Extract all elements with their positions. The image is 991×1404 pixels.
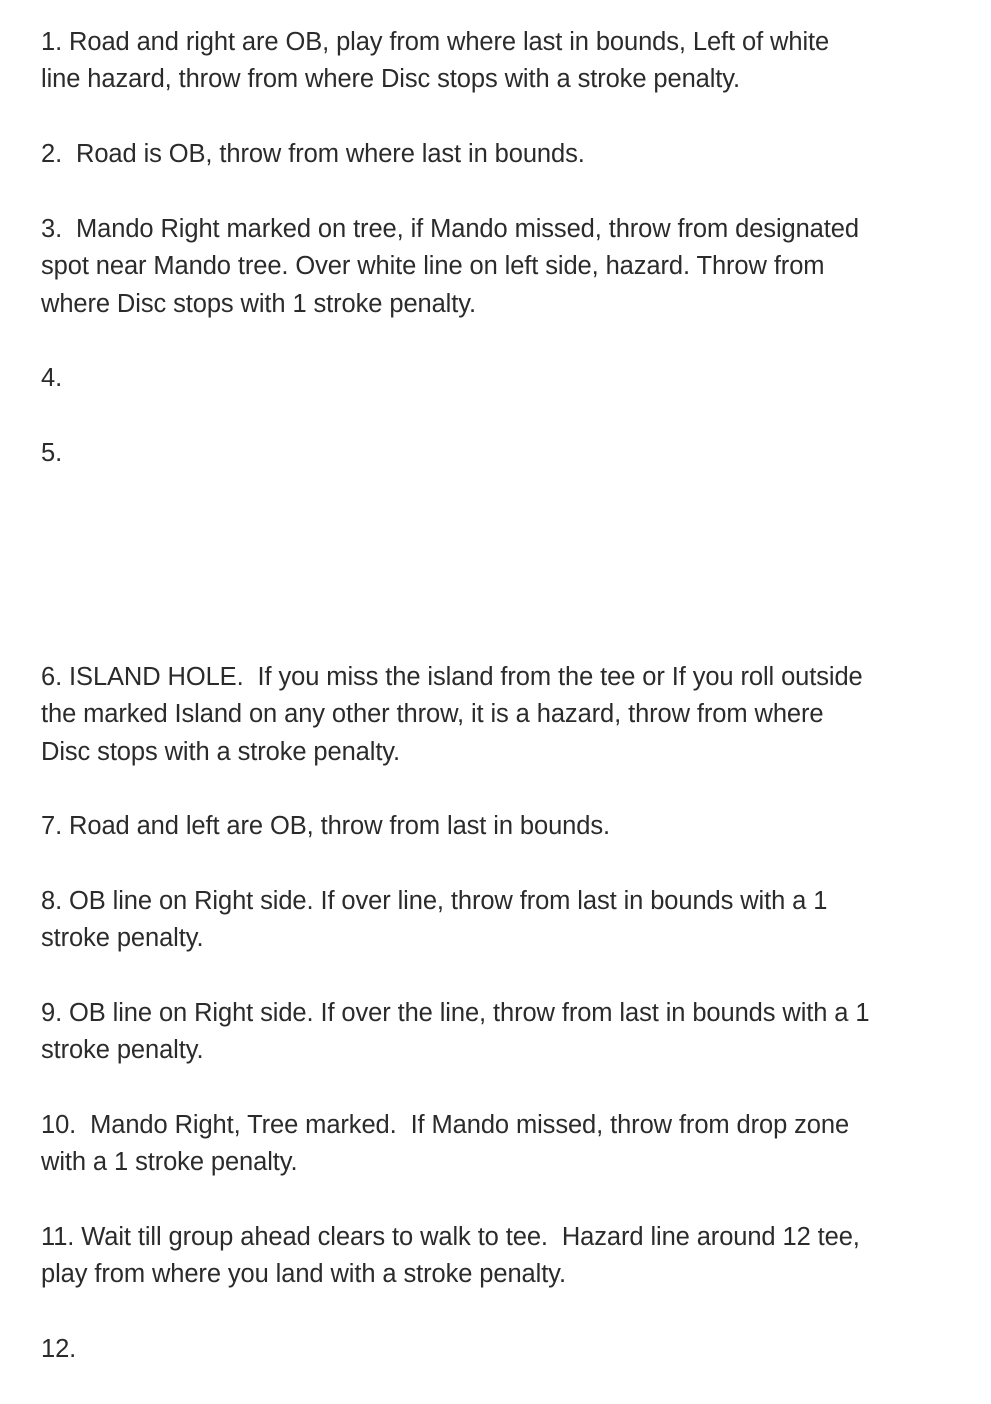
rule-3: 3. Mando Right marked on tree, if Mando missed, throw from designated spot near Mando tree. Over white line on left side, hazard. Throw from where Disc stops with 1 stroke penalty. xyxy=(41,215,859,318)
rule-12: 12. xyxy=(41,1335,77,1363)
rule-1: 1. Road and right are OB, play from where last in bounds, Left of white line hazard, throw from where Disc stops with a stroke penalty. xyxy=(41,28,830,94)
rule-5: 5. xyxy=(41,439,63,467)
rule-7: 7. Road and left are OB, throw from last in bounds. xyxy=(41,812,610,840)
rule-11: 11. Wait till group ahead clears to walk to tee. Hazard line around 12 tee, play from where you land with a stroke penalty. xyxy=(41,1223,860,1289)
rule-2: 2. Road is OB, throw from where last in bounds. xyxy=(41,140,585,168)
rule-4: 4. xyxy=(41,364,63,392)
rule-8: 8. OB line on Right side. If over line, throw from last in bounds with a 1 stroke penalty. xyxy=(41,887,828,953)
rule-10: 10. Mando Right, Tree marked. If Mando missed, throw from drop zone with a 1 stroke penalty. xyxy=(41,1111,850,1177)
rule-9: 9. OB line on Right side. If over the line, throw from last in bounds with a 1 stroke penalty. xyxy=(41,999,870,1065)
rule-6: 6. ISLAND HOLE. If you miss the island from the tee or If you roll outside the marked Island on any other throw, it is a hazard, throw from where Disc stops with a stroke penalty. xyxy=(41,663,863,766)
